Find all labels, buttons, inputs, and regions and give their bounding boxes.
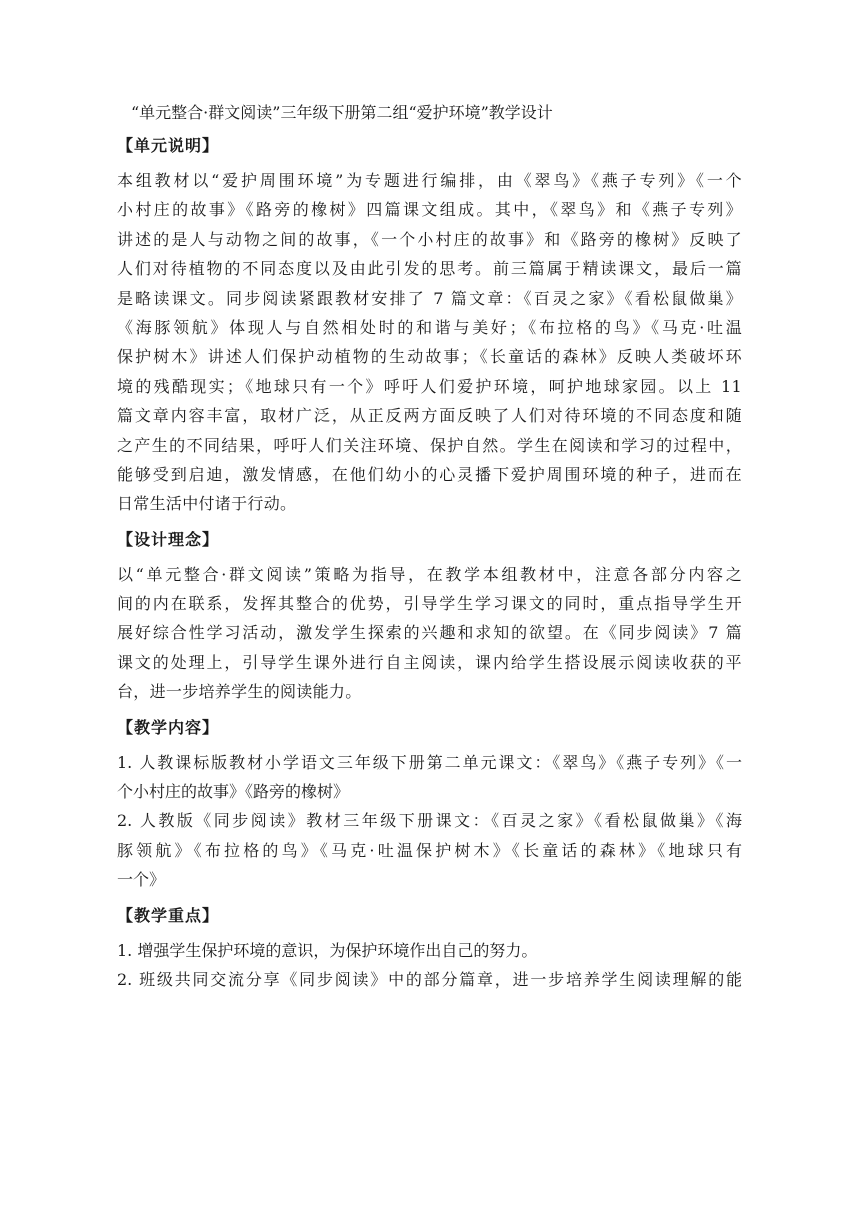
text-line: 篇文章内容丰富，取材广泛，从正反两方面反映了人们对待环境的不同态度和随 — [117, 406, 742, 426]
text-line: 日常生活中付诸于行动。 — [117, 494, 297, 514]
text-line: 保护树木》讲述人们保护动植物的生动故事；《长童话的森林》反映人类破坏环 — [117, 347, 742, 367]
text-line: 能够受到启迪，激发情感，在他们幼小的心灵播下爱护周围环境的种子，进而在 — [117, 464, 742, 484]
text-line: 一个》 — [117, 870, 166, 890]
section-heading-unit-description: 【单元说明】 — [117, 136, 220, 155]
text-line: 1. 人教课标版教材小学语文三年级下册第二单元课文：《翠鸟》《燕子专列》《一 — [117, 752, 742, 772]
document-title: “单元整合·群文阅读”三年级下册第二组“爱护环境”教学设计 — [131, 103, 553, 122]
text-line: 个小村庄的故事》《路旁的橡树》 — [117, 782, 350, 802]
design-concept-paragraph — [117, 560, 742, 707]
text-line: 间的内在联系，发挥其整合的优势，引导学生学习课文的同时，重点指导学生开 — [117, 594, 742, 614]
text-line: 讲述的是人与动物之间的故事，《一个小村庄的故事》和《路旁的橡树》反映了 — [117, 229, 742, 249]
text-line: 以“单元整合·群文阅读”策略为指导，在教学本组教材中，注意各部分内容之 — [117, 564, 742, 584]
text-line: 豚领航》《布拉格的鸟》《马克·吐温保护树木》《长童话的森林》《地球只有 — [117, 840, 742, 860]
text-line: 本组教材以“爱护周围环境”为专题进行编排，由《翠鸟》《燕子专列》《一个 — [117, 171, 742, 190]
text-line: 人们对待植物的不同态度以及由此引发的思考。前三篇属于精读课文，最后一篇 — [117, 259, 742, 279]
section-heading-teaching-content: 【教学内容】 — [117, 717, 220, 737]
list-item — [117, 965, 742, 994]
unit-description-paragraph — [117, 166, 742, 519]
text-line: 台，进一步培养学生的阅读能力。 — [117, 682, 362, 702]
text-line: 2. 人教版《同步阅读》教材三年级下册课文：《百灵之家》《看松鼠做巢》《海 — [117, 811, 742, 831]
section-heading-teaching-focus: 【教学重点】 — [117, 905, 220, 925]
list-item — [117, 748, 742, 807]
text-line: 课文的处理上，引导学生课外进行自主阅读，课内给学生搭设展示阅读收获的平 — [117, 652, 742, 672]
text-line: 是略读课文。同步阅读紧跟教材安排了 7 篇文章：《百灵之家》《看松鼠做巢》 — [117, 288, 742, 308]
text-line: 1. 增强学生保护环境的意识，为保护环境作出自己的努力。 — [117, 940, 538, 960]
list-item — [117, 806, 742, 894]
document-page — [117, 101, 742, 994]
text-line: 境的残酷现实；《地球只有一个》呼吁人们爱护环境，呵护地球家园。以上 11 — [117, 376, 742, 396]
text-line: 之产生的不同结果，呼吁人们关注环境、保护自然。学生在阅读和学习的过程中， — [117, 435, 742, 455]
text-line: 展好综合性学习活动，激发学生探索的兴趣和求知的欲望。在《同步阅读》7 篇 — [117, 623, 742, 643]
section-heading-design-concept: 【设计理念】 — [117, 529, 220, 549]
text-line: 2. 班级共同交流分享《同步阅读》中的部分篇章，进一步培养学生阅读理解的能 — [117, 969, 742, 989]
list-item — [117, 936, 742, 965]
text-line: 小村庄的故事》《路旁的橡树》四篇课文组成。其中，《翠鸟》和《燕子专列》 — [117, 200, 742, 220]
text-line: 《海豚领航》体现人与自然相处时的和谐与美好；《布拉格的鸟》《马克·吐温 — [117, 317, 742, 337]
